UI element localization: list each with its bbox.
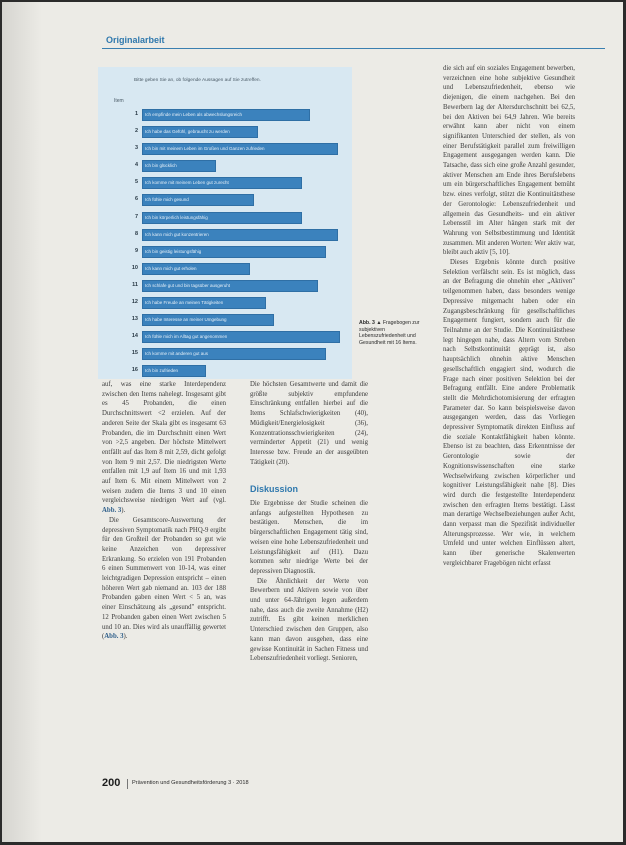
caption-label: Abb. 3	[359, 320, 375, 326]
paragraph: die sich auf ein soziales Engagement bewerben, verzeichnen eine hohe subjektive Gesundheit und Lebenszufriedenheit, ebenso wie diejenigen, die einem nachgehen. Bei den Bewerbern lag der Altersdurchschnitt bei 62,5, bei den Aktiven bei 64,9 Jahren. Wie bereits erwähnt kann aber nicht von einem signifikanten Unterschied der stellen, als von einer Berufstätigkeit parallel zum freiwilligen Engagement ausgegangen werden kann. Die Tatsache, dass sich eine große Anzahl gesunder, aktiver Menschen am Ende ihres Berufslebens um ein bürgerschaftliches Engagement bemüht bzw. eines verfolgt, stützt die Kontinuitätsthese der Gerontologie: Lebenszufriedenheit und allgemein das Gesundheits- und ein aktiver Lebensstil im Alter hängen stark mit der Wahrung von Selbstbestimmung und Identität zusammen. Mit anderen Worten: Wer aktiv war, bleibt auch aktiv [5, 10].	[443, 65, 575, 257]
figure-item-row	[112, 297, 348, 309]
item-text: Ich bin geistig leistungsfähig	[145, 248, 202, 254]
paragraph: Die Ergebnisse der Studie scheinen die anfangs aufgestellten Hypothesen zu bestätigen. Menschen, die im bürgerschaftlichen Engagement tätig sind, weisen eine hohe Lebenszufriedenheit und Leistungsfähigkeit auf (H1). Dazu kommen sehr niedrige Werte bei der depressiven Diagnostik.	[250, 500, 368, 575]
item-number: 6	[134, 196, 138, 203]
item-number: 15	[131, 350, 138, 357]
figure-caption	[359, 320, 425, 346]
figure-item-row	[112, 143, 348, 155]
item-number: 9	[134, 247, 138, 254]
figure-item-row	[112, 160, 348, 172]
item-number: 13	[131, 316, 138, 323]
page-footer	[102, 777, 362, 789]
caption-text: ▲ Fragebogen zur subjektiven Lebenszufriedenheit und Gesundheit mit 16 Items.	[359, 320, 420, 346]
paragraph: Die höchsten Gesamtwerte und damit die größte subjektiv empfundene Einschränkung entfallen hierbei auf die Items Schlafschwierigkeiten (40), Müdigkeit/Energielosigkeit (36), Konzentrationsschwierigkeiten (24), verminderter Appetit (21) und wenig Interesse bzw. Freude an der ausgeübten Tätigkeit (20).	[250, 381, 368, 466]
figure-item-row	[112, 246, 348, 258]
item-text: Ich kann mich gut konzentrieren	[145, 231, 209, 237]
item-bar	[142, 246, 326, 258]
item-text: Ich bin mit meinem Leben im Großen und Ganzen zufrieden	[145, 146, 265, 152]
item-text: Ich bin körperlich leistungsfähig	[145, 214, 208, 220]
section-header	[102, 34, 605, 49]
item-bar	[142, 314, 274, 326]
item-bar	[142, 280, 318, 292]
section-label: Originalarbeit	[106, 35, 165, 45]
text-column-middle	[250, 380, 368, 467]
item-number: 1	[134, 111, 138, 117]
figure-item-row	[112, 348, 348, 360]
figure-item-row	[112, 314, 348, 326]
figure-item-header: Item	[114, 98, 124, 104]
figure-item-row	[112, 263, 348, 275]
item-text: Ich habe Freude an meinen Tätigkeiten	[145, 300, 224, 306]
figure-intro: Bitte geben Sie an, ob folgende Aussagen auf Sie zutreffen.	[134, 78, 261, 83]
item-bar	[142, 263, 250, 275]
figure-item-row	[112, 229, 348, 241]
item-bar	[142, 229, 338, 241]
item-bar	[142, 143, 338, 155]
journal-name: Prävention und Gesundheitsförderung 3 · 2018	[132, 780, 249, 786]
item-text: Ich habe das Gefühl, gebraucht zu werden	[145, 129, 230, 135]
item-text: Ich schlafe gut und bin tagsüber ausgeruht	[145, 282, 231, 288]
item-text: Ich komme mit anderen gut aus	[145, 351, 209, 357]
item-text: Ich habe Interesse an meiner Umgebung	[145, 317, 227, 323]
figure-item-row	[112, 177, 348, 189]
text-column-right	[443, 64, 575, 569]
document-page	[2, 2, 623, 842]
section-title: Diskussion	[250, 484, 299, 494]
figure-item-row	[112, 212, 348, 224]
item-bar	[142, 194, 254, 206]
item-bar	[142, 212, 302, 224]
item-number: 14	[131, 333, 138, 340]
item-bar	[142, 160, 216, 172]
footer-divider	[127, 779, 128, 789]
item-text: Ich kann mich gut erholen	[145, 265, 197, 271]
figure-item-row	[112, 280, 348, 292]
item-number: 4	[134, 162, 138, 169]
item-number: 8	[134, 230, 138, 237]
paragraph: Dieses Ergebnis könnte durch positive Selektion verfälscht sein. Es ist möglich, dass an der Befragung die ohnehin eher „Aktiven" teilgenommen haben, dass besonders wenige Depressive mitgemacht haben oder ein Zugangsbeschränkung für gesellschaftliches Engagement fungiert, sondern auch für die Teilnahme an der Studie. Die Kontinuitätsthese legt hingegen nahe, dass Altern vom Streben nach Selbstkontinuität geprägt ist, also hauptsächlich ohnehin aktive Menschen gesellschaftlich engagiert sind, wodurch die Frage nach einer positiven Selektion bei der Befragung entfällt. Eine andere Problematik stellt die Mehrdichotomisierung der erfragten Parameter dar. So kann beispielsweise davon ausgegangen werden, dass das Vorliegen depressiver Symptomatik direkten Einfluss auf die soziale Kontaktfähigkeit haben könnte. Ebenso ist zu beachten, dass Erkenntnisse der Gerontologie sowie der Kognitionswissenschaften eine starke Wechselwirkung zwischen körperlicher und kognitiver Leistungsfähigkeit nahe [8]. Dies wird durch die festgestellte Interdependenz zwischen den erfragten Items bestätigt. Lässt man derartige Wechselbeziehungen außer Acht, dann verpasst man die Spezifität individueller Alterungsprozesse. Wer wie, in welchem Umfeld und unter welchen Einflüssen altert, kann über generische Skalenwerten vergleichbarer Fragebögen nicht erfasst	[443, 259, 575, 567]
figure-item-row	[112, 109, 348, 121]
item-number: 3	[134, 145, 138, 152]
figure-reference[interactable]: Abb. 3	[102, 507, 122, 515]
item-text: Ich komme mit meinem Leben gut zurecht	[145, 180, 229, 186]
item-text: Ich fühle mich im Alltag gut angenommen	[145, 334, 228, 340]
item-number: 10	[131, 264, 138, 271]
item-bar	[142, 365, 206, 377]
item-number: 5	[134, 179, 138, 186]
item-bar	[142, 109, 310, 121]
item-number: 11	[132, 281, 138, 288]
paragraph: Die Ähnlichkeit der Werte von Bewerbern und Aktiven sowie von über und unter 64-Jährigen legen außerdem nahe, dass auch die zweite Annahme (H2) zutrifft. Es gibt keinen merklichen Unterschied zwischen den Gruppen, also kann man davon ausgehen, dass eine gewisse Kontinuität in Sachen Fitness und Lebenszufriedenheit vorliegt. Senioren,	[250, 577, 368, 663]
item-text: Ich bin glücklich	[145, 163, 177, 169]
item-number: 2	[134, 128, 138, 135]
item-bar	[142, 348, 326, 360]
figure-item-row	[112, 126, 348, 138]
item-text: Ich empfinde mein Leben als abwechslungsreich	[145, 112, 243, 117]
item-number: 12	[131, 299, 138, 306]
page-number: 200	[102, 777, 121, 789]
text-column-middle-lower	[250, 499, 368, 664]
item-number: 7	[134, 213, 138, 220]
item-text: Ich bin zufrieden	[145, 368, 179, 374]
item-bar	[142, 177, 302, 189]
item-text: Ich fühle mich gesund	[145, 197, 189, 203]
figure-reference[interactable]: Abb. 3	[104, 633, 124, 641]
figure-item-row	[112, 365, 348, 377]
paragraph: auf, was eine starke Interdependenz zwischen den Items nahelegt. Insgesamt gibt es 45 Probanden, die einen Durchschnittswert <2 erzielen. Auf der anderen Seite der Skala gibt es insgesamt 63 Probanden, die im Durchschnitt einen Wert von >2,5 angeben. Der höchste Mittelwert entfällt auf das Item 8 mit 2,59, dicht gefolgt von Item 9 mit 2,57. Die niedrigsten Werte entfallen mit 1,9 auf Item 16 und mit 1,93 auf Item 6. Mit einem Mittelwert von 2 weisen zudem die Items 3 und 10 einen vergleichsweise niedrigen Wert auf (vgl. Abb. 3).	[102, 381, 226, 515]
item-number: 16	[131, 367, 138, 374]
questionnaire-figure	[98, 67, 352, 379]
item-bar	[142, 331, 340, 343]
figure-item-row	[112, 331, 348, 343]
item-bar	[142, 297, 266, 309]
item-bar	[142, 126, 258, 138]
figure-item-row	[112, 194, 348, 206]
paragraph: Die Gesamtscore-Auswertung der depressiven Symptomatik nach PHQ-9 ergibt für den Großteil der Probanden so gut wie keine Anzeichen von depressiver Erkrankung. So erzielen von 191 Probanden 6 einen Summenwert von 10-14, was einer leichtgradigen Depression entspricht – einen höheren Wert gab niemand an. 103 der 188 Probanden gaben einen Wert < 5 an, was einer Einschätzung als „gesund" entspricht. 12 Probanden gaben einen Wert zwischen 5 und 10 an. Dies wird als unauffällig gewertet (Abb. 3).	[102, 516, 226, 641]
figure-items	[112, 109, 348, 383]
text-column-left	[102, 380, 226, 642]
